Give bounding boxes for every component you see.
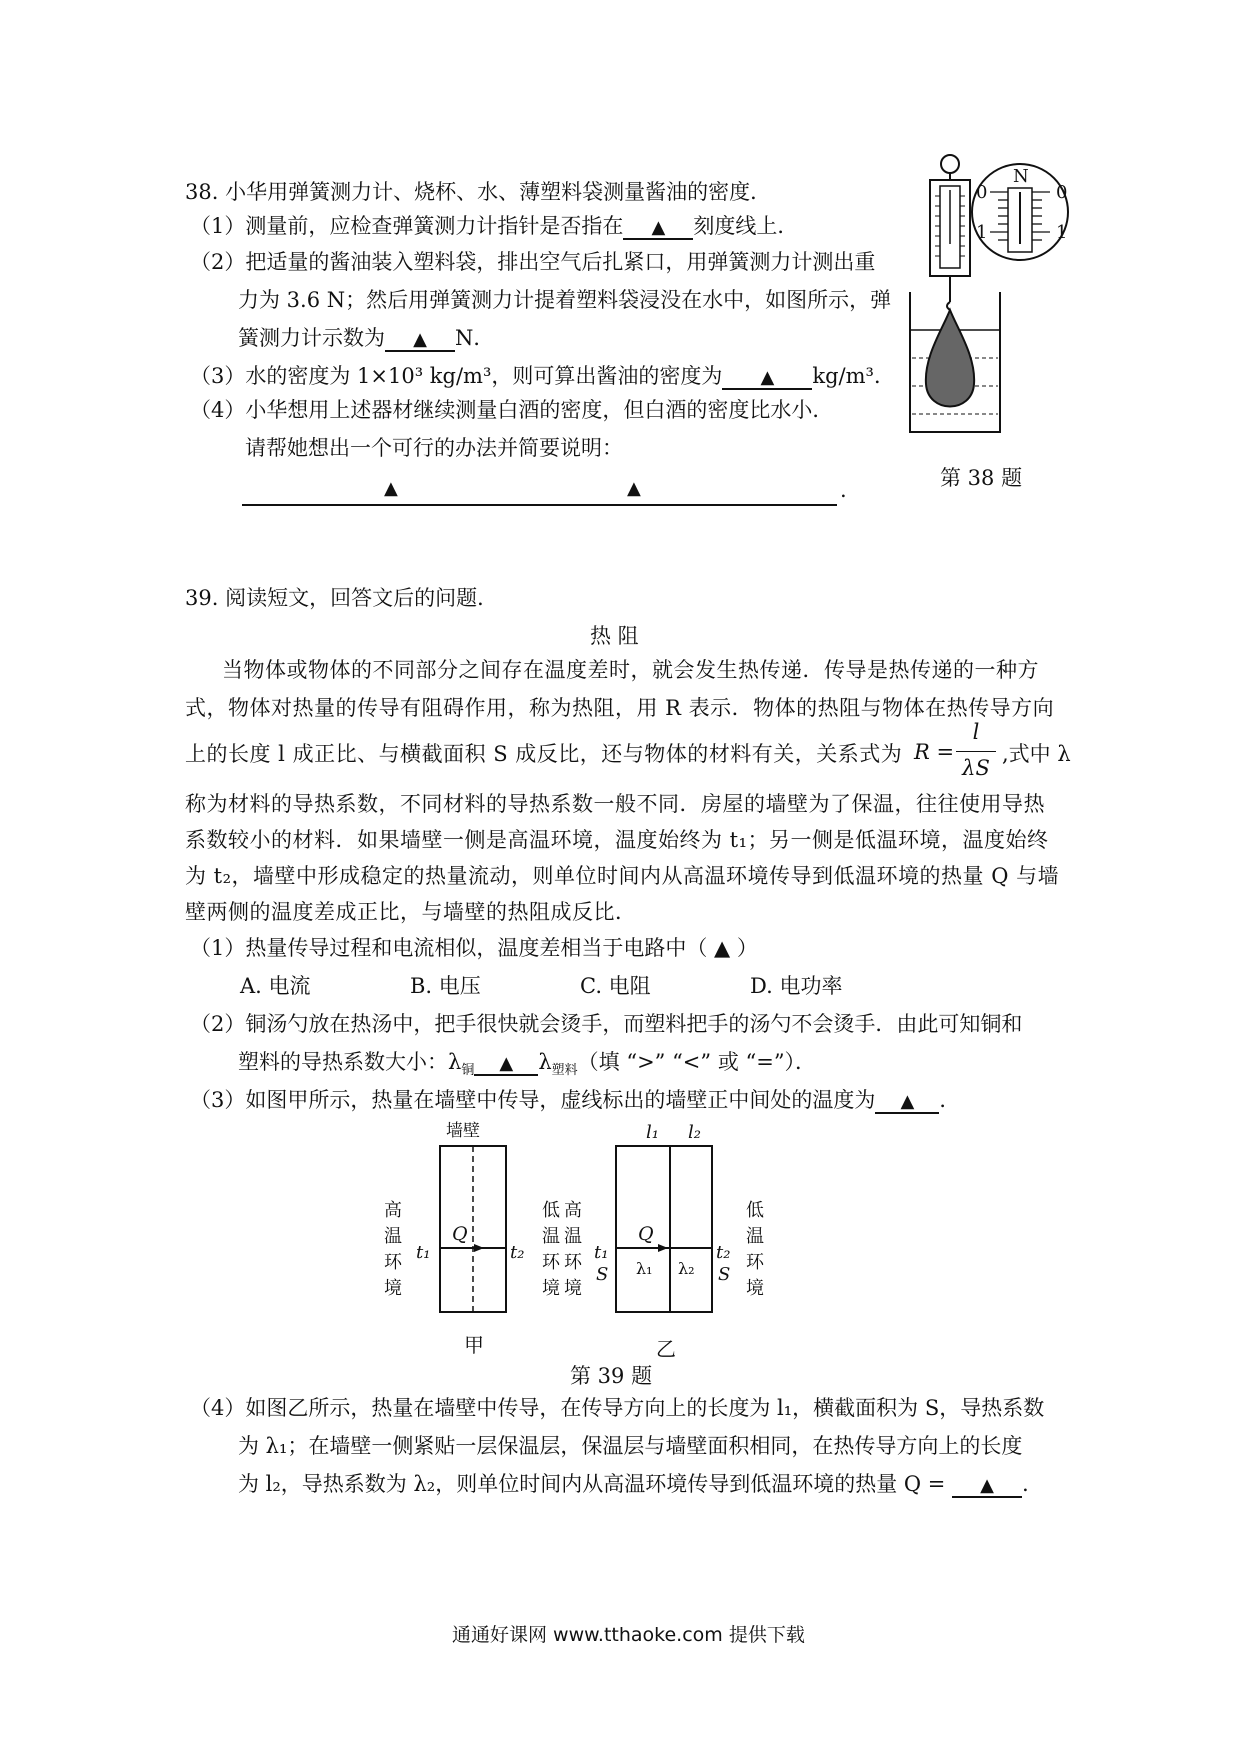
q39-sub2-line1: （2）铜汤勺放在热汤中，把手很快就会烫手，而塑料把手的汤勺不会烫手．由此可知铜和 bbox=[190, 1012, 1023, 1036]
svg-text:温: 温 bbox=[746, 1226, 764, 1247]
q38-part2-line1: （2）把适量的酱油装入塑料袋，排出空气后扎紧口，用弹簧测力计测出重 bbox=[190, 250, 876, 274]
lambda2-label: λ₂ bbox=[678, 1259, 695, 1278]
option-d[interactable]: D. 电功率 bbox=[750, 974, 843, 998]
svg-text:低: 低 bbox=[542, 1200, 560, 1221]
q39-sub4-text: 为 l₂，导热系数为 λ₂，则单位时间内从高温环境传导到低温环境的热量 Q = bbox=[238, 1472, 946, 1496]
answer-mark: ▲ bbox=[413, 329, 427, 350]
svg-text:境: 境 bbox=[746, 1278, 764, 1299]
l1-label: l₁ bbox=[646, 1122, 659, 1143]
svg-text:环: 环 bbox=[384, 1252, 402, 1273]
q39-paragraph-line4: 称为材料的导热系数，不同材料的导热系数一般不同．房屋的墙壁为了保温，往往使用导热 bbox=[185, 792, 1045, 816]
figure-yi-label: 乙 bbox=[656, 1337, 676, 1361]
page-footer: 通通好课网 www.tthaoke.com 提供下载 bbox=[452, 1624, 805, 1646]
svg-text:环: 环 bbox=[564, 1252, 582, 1273]
svg-text:温: 温 bbox=[384, 1226, 402, 1247]
subscript-copper: 铜 bbox=[461, 1063, 475, 1079]
q38-part1-post: 刻度线上． bbox=[693, 214, 799, 238]
svg-text:境: 境 bbox=[564, 1278, 582, 1299]
t1-yi: t₁ bbox=[594, 1242, 609, 1263]
q39-paragraph-line3-text: 上的长度 l 成正比、与横截面积 S 成反比，还与物体的材料有关，关系式为 bbox=[185, 742, 903, 766]
q38-part2-unit: N． bbox=[455, 326, 495, 350]
q38-part3 bbox=[190, 362, 895, 390]
high-temp-label-jia bbox=[384, 1200, 403, 1299]
answer-mark: ▲ bbox=[900, 1091, 915, 1112]
svg-text:温: 温 bbox=[564, 1226, 582, 1247]
heat-Q-jia: Q bbox=[452, 1223, 468, 1245]
scale-ring bbox=[941, 155, 959, 173]
answer-mark: ▲ bbox=[499, 1053, 514, 1074]
q39-sub3 bbox=[190, 1086, 960, 1114]
formula-denominator: λS bbox=[962, 756, 990, 780]
t2-yi: t₂ bbox=[716, 1242, 731, 1263]
q38-part2-blank[interactable] bbox=[385, 326, 455, 352]
q39-sub4-line2: 为 λ₁；在墙壁一侧紧贴一层保温层，保温层与墙壁面积相同，在热传导方向上的长度 bbox=[238, 1434, 1023, 1458]
svg-text:境: 境 bbox=[384, 1278, 402, 1299]
svg-text:温: 温 bbox=[542, 1226, 560, 1247]
option-a[interactable]: A. 电流 bbox=[240, 974, 311, 998]
q39-paragraph-line3 bbox=[185, 740, 902, 768]
q38-part1-text: （1）测量前，应检查弹簧测力计指针是否指在 bbox=[190, 214, 624, 238]
S-right-yi: S bbox=[718, 1264, 731, 1285]
svg-text:低: 低 bbox=[746, 1200, 764, 1221]
scale-unit-label: N bbox=[1013, 166, 1029, 187]
q38-part3-text: （3）水的密度为 1×10³ kg/m³，则可算出酱油的密度为 bbox=[190, 364, 723, 388]
q39-paragraph-line5: 系数较小的材料．如果墙壁一侧是高温环境，温度始终为 t₁；另一侧是低温环境，温度始终 bbox=[185, 828, 1049, 852]
q39-sub3-text: （3）如图甲所示，热量在墙壁中传导，虚线标出的墙壁正中间处的温度为 bbox=[190, 1088, 876, 1112]
q39-paragraph-line3-tail: ,式中 λ bbox=[1002, 742, 1071, 766]
period: . bbox=[840, 478, 847, 502]
q39-sub4-line1: （4）如图乙所示，热量在墙壁中传导，在传导方向上的长度为 l₁，横截面积为 S，导热系数 bbox=[190, 1396, 1045, 1420]
svg-text:高: 高 bbox=[564, 1200, 582, 1221]
option-b[interactable]: B. 电压 bbox=[410, 974, 481, 998]
fraction-bar bbox=[956, 751, 996, 752]
q39-sub2-hint: （填 “>” “<” 或 “=”）． bbox=[577, 1050, 817, 1074]
q39-title: 39. 阅读短文，回答文后的问题． bbox=[185, 586, 499, 610]
lambda-symbol: λ bbox=[538, 1050, 552, 1074]
q39-paragraph-line2: 式，物体对热量的传导有阻碍作用，称为热阻，用 R 表示．物体的热阻与物体在热传导方向 bbox=[185, 696, 1055, 720]
answer-mark: ▲ bbox=[760, 367, 775, 388]
figure-jia-label: 甲 bbox=[464, 1333, 484, 1357]
q39-sub2-blank[interactable] bbox=[474, 1050, 538, 1076]
scale-zero-left: 0 bbox=[976, 182, 988, 203]
period: ． bbox=[939, 1088, 961, 1112]
formula-numerator: l bbox=[972, 720, 980, 744]
wall-yi bbox=[616, 1146, 712, 1312]
option-c[interactable]: C. 电阻 bbox=[580, 974, 651, 998]
scale-zero-right: 0 bbox=[1056, 182, 1068, 203]
q39-paragraph-line7: 壁两侧的温度差成正比，与墙壁的热阻成反比． bbox=[185, 900, 637, 924]
svg-text:环: 环 bbox=[542, 1252, 560, 1273]
scale-one-left: 1 bbox=[976, 222, 988, 243]
oil-bag bbox=[926, 310, 974, 407]
answer-mark: ▲ bbox=[980, 1475, 994, 1496]
wall-label: 墙壁 bbox=[446, 1121, 480, 1141]
t2-jia: t₂ bbox=[510, 1242, 525, 1263]
heat-Q-yi: Q bbox=[638, 1223, 654, 1245]
l2-label: l₂ bbox=[688, 1122, 701, 1143]
q38-part2-line3-text: 簧测力计示数为 bbox=[238, 326, 385, 350]
q38-part3-blank[interactable] bbox=[722, 364, 812, 390]
q39-figure-caption: 第 39 题 bbox=[570, 1364, 653, 1388]
svg-text:环: 环 bbox=[746, 1252, 764, 1273]
low-temp-label-yi bbox=[746, 1200, 765, 1299]
q38-figure bbox=[900, 152, 1100, 442]
q38-part4-line2: 请帮她想出一个可行的办法并简要说明： bbox=[245, 436, 623, 460]
lambda1-label: λ₁ bbox=[636, 1259, 653, 1278]
q39-figure bbox=[360, 1118, 880, 1378]
q38-part2-line2: 力为 3.6 N；然后用弹簧测力计提着塑料袋浸没在水中，如图所示，弹 bbox=[238, 288, 892, 312]
q38-part1 bbox=[190, 212, 798, 240]
q38-part2-line3 bbox=[238, 324, 494, 352]
q38-title: 38. 小华用弹簧测力计、烧杯、水、薄塑料袋测量酱油的密度． bbox=[185, 180, 772, 204]
S-left-yi: S bbox=[596, 1264, 609, 1285]
svg-text:高: 高 bbox=[384, 1200, 402, 1221]
q39-sub2-line2 bbox=[238, 1048, 816, 1085]
q38-part3-unit: kg/m³． bbox=[812, 364, 895, 388]
q39-sub2-text: 塑料的导热系数大小：λ bbox=[238, 1050, 462, 1074]
q39-sub3-blank[interactable] bbox=[875, 1088, 939, 1114]
high-temp-label-yi bbox=[564, 1200, 583, 1299]
scale-one-right: 1 bbox=[1056, 222, 1068, 243]
q39-paragraph-line1: 当物体或物体的不同部分之间存在温度差时，就会发生热传递．传导是热传递的一种方 bbox=[222, 658, 1039, 682]
subscript-plastic: 塑料 bbox=[551, 1063, 578, 1079]
q38-part4-answer-line[interactable] bbox=[242, 470, 837, 506]
q38-part1-blank[interactable] bbox=[623, 214, 693, 240]
q38-figure-caption: 第 38 题 bbox=[940, 466, 1023, 490]
q38-part4-line1: （4）小华想用上述器材继续测量白酒的密度，但白酒的密度比水小． bbox=[190, 398, 834, 422]
q39-sub1: （1）热量传导过程和电流相似，温度差相当于电路中（ ▲ ） bbox=[190, 936, 758, 960]
q39-sub1-options bbox=[240, 972, 920, 1000]
q39-sub4-line3 bbox=[238, 1470, 1043, 1498]
answer-mark: ▲ bbox=[384, 478, 398, 499]
formula-lhs: R = bbox=[914, 740, 955, 764]
q39-heading: 热 阻 bbox=[590, 624, 639, 648]
q39-paragraph-line6: 为 t₂，墙壁中形成稳定的热量流动，则单位时间内从高温环境传导到低温环境的热量 Q 与墙 bbox=[185, 864, 1060, 888]
t1-jia: t₁ bbox=[416, 1242, 431, 1263]
q39-sub4-blank[interactable] bbox=[952, 1472, 1022, 1498]
answer-mark: ▲ bbox=[651, 217, 666, 238]
low-temp-label-jia bbox=[542, 1200, 561, 1299]
period: ． bbox=[1022, 1472, 1044, 1496]
answer-mark: ▲ bbox=[627, 478, 641, 499]
svg-text:境: 境 bbox=[542, 1278, 560, 1299]
